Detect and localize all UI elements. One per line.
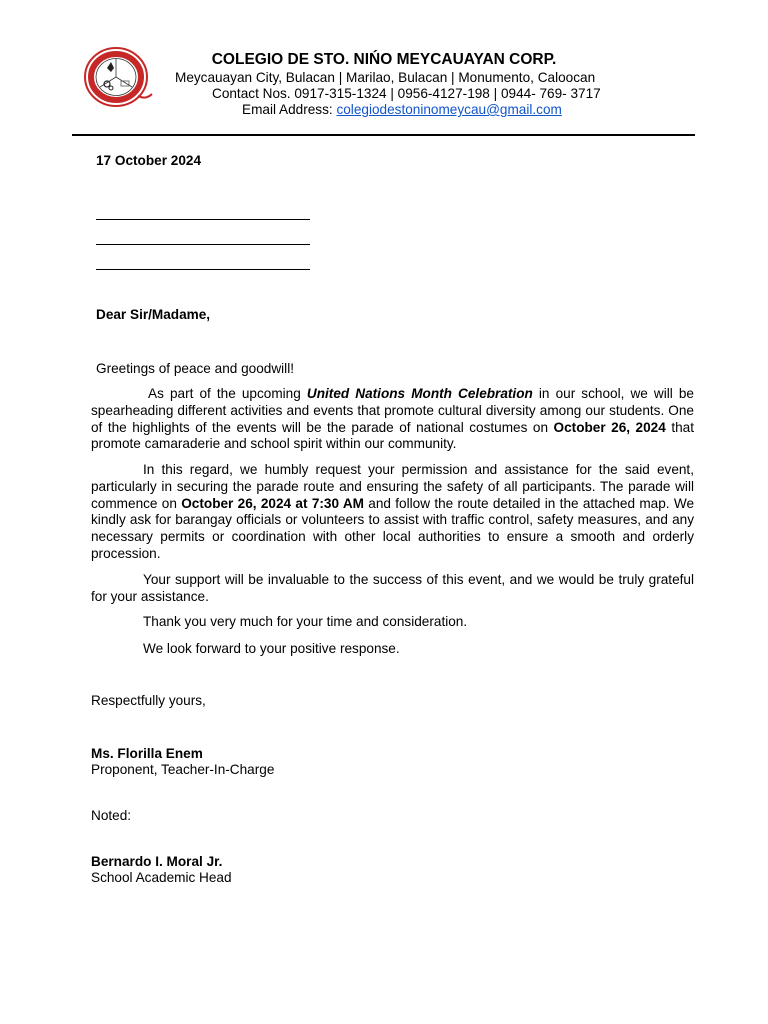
recipient-line-2 (96, 244, 310, 245)
recipient-line-3 (96, 269, 310, 270)
paragraph-4: Thank you very much for your time and consideration. (143, 614, 468, 629)
org-name: COLEGIO DE STO. NIŃO MEYCAUAYAN CORP. (211, 51, 557, 68)
email-label: Email Address: (242, 102, 337, 117)
paragraph-3: Your support will be invaluable to the success of this event, and we would be truly grateful for your assistance. (91, 572, 694, 604)
noted-label: Noted: (91, 808, 132, 823)
signer-1-title: Proponent, Teacher-In-Charge (91, 762, 275, 777)
paragraph-2: In this regard, we humbly request your permission and assistance for the said event, particularly in securing the parade route and ensuring the safety of all participants. The parade will commence on October 26, 2024 at 7:30 AM and follow the route detailed in the attached map. We kindly ask for barangay officials or volunteers to assist with traffic control, safety measures, and any necessary permits or coordination with other local authorities to ensure a smooth and orderly procession. (91, 462, 695, 561)
paragraph-5: We look forward to your positive response. (143, 641, 400, 656)
parade-datetime: October 26, 2024 at 7:30 AM (181, 495, 364, 511)
org-address: Meycauayan City, Bulacan | Marilao, Bulacan | Monumento, Caloocan (175, 70, 596, 85)
recipient-line-1 (96, 219, 310, 220)
signer-1-name: Ms. Florilla Enem (91, 746, 203, 761)
paragraph-1: As part of the upcoming United Nations Month Celebration in our school, we will be spearheading different activities and events that promote cultural diversity among our students. One of the highlights of the events will be the parade of national costumes on October 26, 2024 that promote camaraderie and school spirit within our community. (91, 386, 694, 452)
greeting: Greetings of peace and goodwill! (96, 361, 294, 376)
event-name: United Nations Month Celebration (306, 386, 533, 401)
event-date: October 26, 2024 (553, 419, 666, 435)
salutation: Dear Sir/Madame, (96, 307, 211, 322)
email-link[interactable]: colegiodestoninomeycau@gmail.com (336, 102, 562, 117)
header-divider (72, 134, 695, 136)
signer-2-name: Bernardo I. Moral Jr. (91, 854, 223, 869)
letter-date: 17 October 2024 (96, 153, 202, 168)
closing: Respectfully yours, (91, 693, 206, 708)
org-contact: Contact Nos. 0917-315-1324 | 0956-4127-198 | 0944- 769- 3717 (212, 86, 601, 101)
signer-2-title: School Academic Head (91, 870, 232, 885)
email-row (242, 102, 562, 117)
